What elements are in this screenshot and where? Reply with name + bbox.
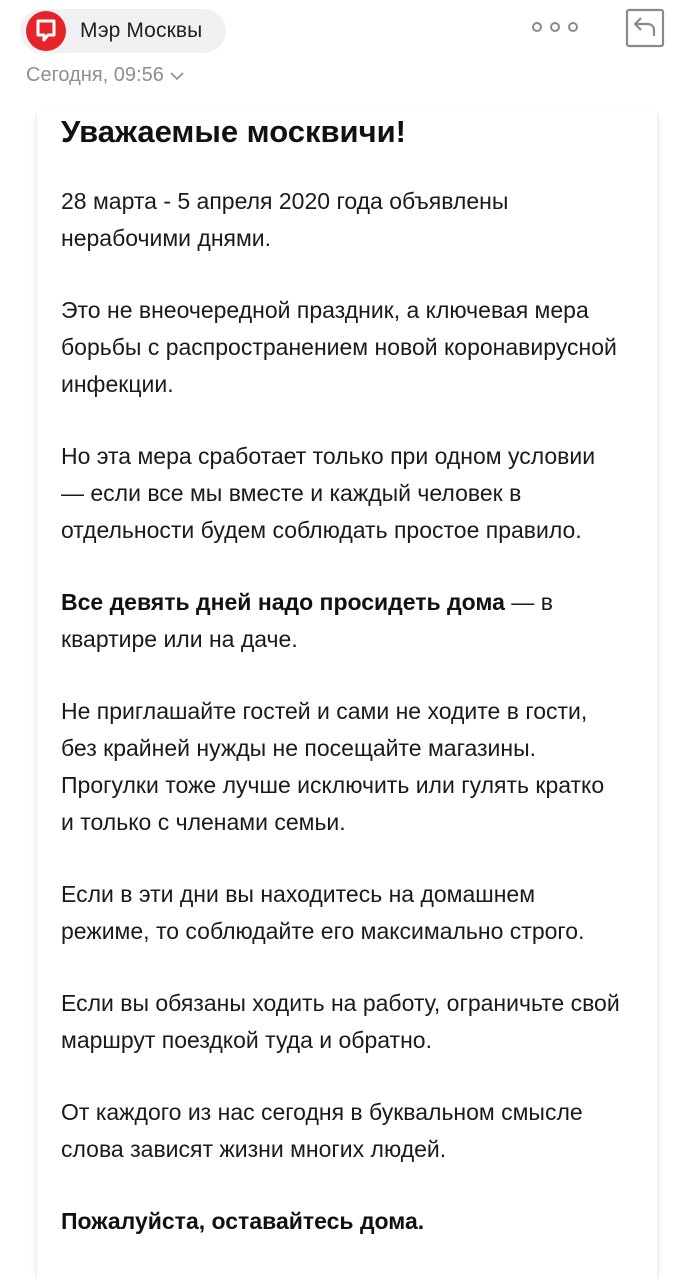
sender-chip[interactable] [20,9,226,53]
mos-logo-icon [35,19,57,43]
paragraph-4 [61,584,621,658]
timestamp-text: Сегодня, 09:56 [26,64,164,86]
message-title: Уважаемые москвичи! [61,114,406,149]
paragraph-9-bold: Пожалуйста, оставайтесь дома. [61,1208,425,1234]
message-body [61,112,621,1240]
paragraph-6: Если в эти дни вы находитесь на домашнем режиме, то соблюдайте его максимально строго. [61,881,585,944]
message-card [36,112,658,1280]
sender-avatar [26,11,66,51]
paragraph-3: Но эта мера сработает только при одном условии — если все мы вместе и каждый человек в отдельности будем соблюдать простое правило. [61,443,596,543]
paragraph-7: Если вы обязаны ходить на работу, ограничьте свой маршрут поездкой туда и обратно. [61,990,620,1053]
paragraph-5: Не приглашайте гостей и сами не ходите в гости, без крайней нужды не посещайте магазины. Прогулки тоже лучше исключить или гулять кратко и только с членами семьи. [61,698,605,835]
reply-icon[interactable] [624,7,666,49]
message-header [0,0,688,112]
paragraph-4-rest: — в квартире или на даче. [61,589,553,652]
paragraph-2: Это не внеочередной праздник, а ключевая мера борьбы с распространением новой коронавирусной инфекции. [61,297,617,397]
paragraph-4-bold: Все девять дней надо просидеть дома [61,589,505,615]
sender-name: Мэр Москвы [80,19,203,42]
chevron-down-icon [170,71,184,81]
paragraph-9 [61,1203,621,1240]
paragraph-8: От каждого из нас сегодня в буквальном смысле слова зависят жизни многих людей. [61,1099,583,1162]
more-options-icon[interactable] [532,18,578,36]
message-timestamp[interactable] [26,64,184,87]
paragraph-1: 28 марта - 5 апреля 2020 года объявлены нерабочими днями. [61,188,509,251]
